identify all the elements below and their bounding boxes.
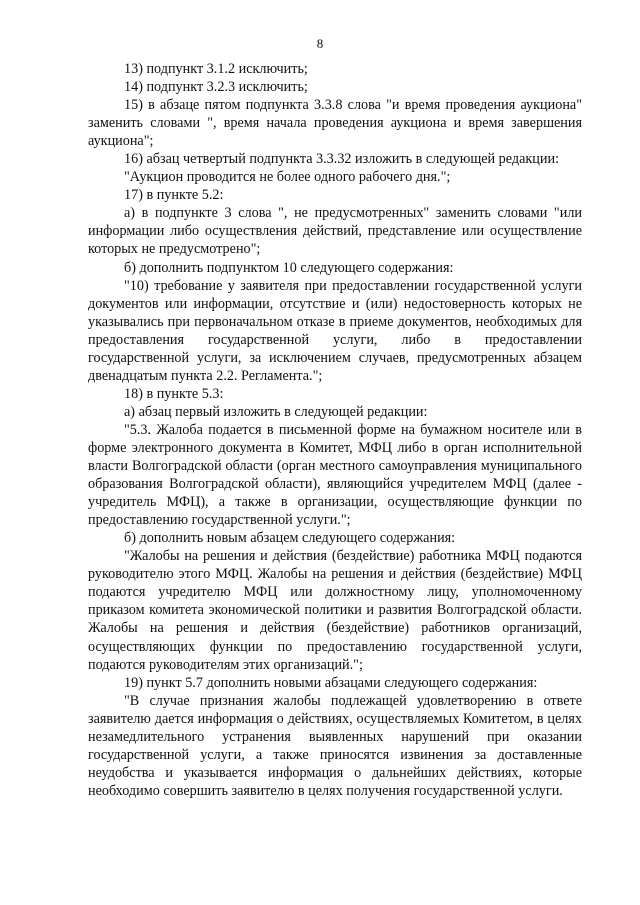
paragraph: б) дополнить новым абзацем следующего содержания: <box>124 530 456 547</box>
document-body <box>88 60 582 800</box>
paragraph: 15) в абзаце пятом подпункта 3.3.8 слова "и время проведения аукциона" заменить словами ", время начала проведения аукциона и время завершения аукциона"; <box>88 97 582 150</box>
paragraph: "Жалобы на решения и действия (бездействие) работника МФЦ подаются руководителю этого МФЦ. Жалобы на решения и действия (бездействие) МФЦ подаются учредителю МФЦ или должностному лицу, уполномоченному приказом комитета экономической политики и развития Волгоградской области. Жалобы на решения и действия (бездействие) работников организаций, осуществляющих функции по предоставлению государственной услуги, подаются руководителям этих организаций."; <box>88 548 582 673</box>
paragraph: 14) подпункт 3.2.3 исключить; <box>124 79 308 96</box>
paragraph: 13) подпункт 3.1.2 исключить; <box>124 61 308 77</box>
paragraph: 16) абзац четвертый подпункта 3.3.32 изложить в следующей редакции: <box>124 151 560 168</box>
paragraph: а) в подпункте 3 слова ", не предусмотренных" заменить словами "или информации либо осуществления действий, представление или осуществление которых не предусмотрено"; <box>88 205 582 258</box>
paragraph: 17) в пункте 5.2: <box>124 187 224 204</box>
paragraph: 18) в пункте 5.3: <box>124 385 224 402</box>
paragraph: б) дополнить подпунктом 10 следующего содержания: <box>124 259 454 276</box>
page-number: 8 <box>316 36 324 51</box>
paragraph: "5.3. Жалоба подается в письменной форме на бумажном носителе или в форме электронного документа в Комитет, МФЦ либо в орган исполнительной власти Волгоградской области (орган местного самоуправления муниципального образования Волгоградской области), являющийся учредителем МФЦ (далее - учредитель МФЦ), а также в организации, осуществляющие функции по предоставлению государственной услуги."; <box>88 421 582 529</box>
paragraph: 19) пункт 5.7 дополнить новыми абзацами следующего содержания: <box>124 674 538 691</box>
paragraph: "В случае признания жалобы подлежащей удовлетворению в ответе заявителю дается информация о действиях, осуществляемых Комитетом, в целях незамедлительного устранения выявленных нарушений при оказании государственной услуги, а также приносятся извинения за доставленные неудобства и указывается информация о дальнейших действиях, которые необходимо совершить заявителю в целях получения государственной услуги. <box>88 692 582 799</box>
paragraph: "Аукцион проводится не более одного рабочего дня."; <box>124 169 451 186</box>
paragraph: "10) требование у заявителя при предоставлении государственной услуги документов или информации, отсутствие и (или) недостоверность которых не указывались при первоначальном отказе в приеме документов, необходимых для предоставления государственной услуги, либо в предоставлении государственной услуги, за исключением случаев, предусмотренных абзацем двенадцатым пункта 2.2. Регламента."; <box>88 277 582 384</box>
paragraph: а) абзац первый изложить в следующей редакции: <box>124 403 428 420</box>
